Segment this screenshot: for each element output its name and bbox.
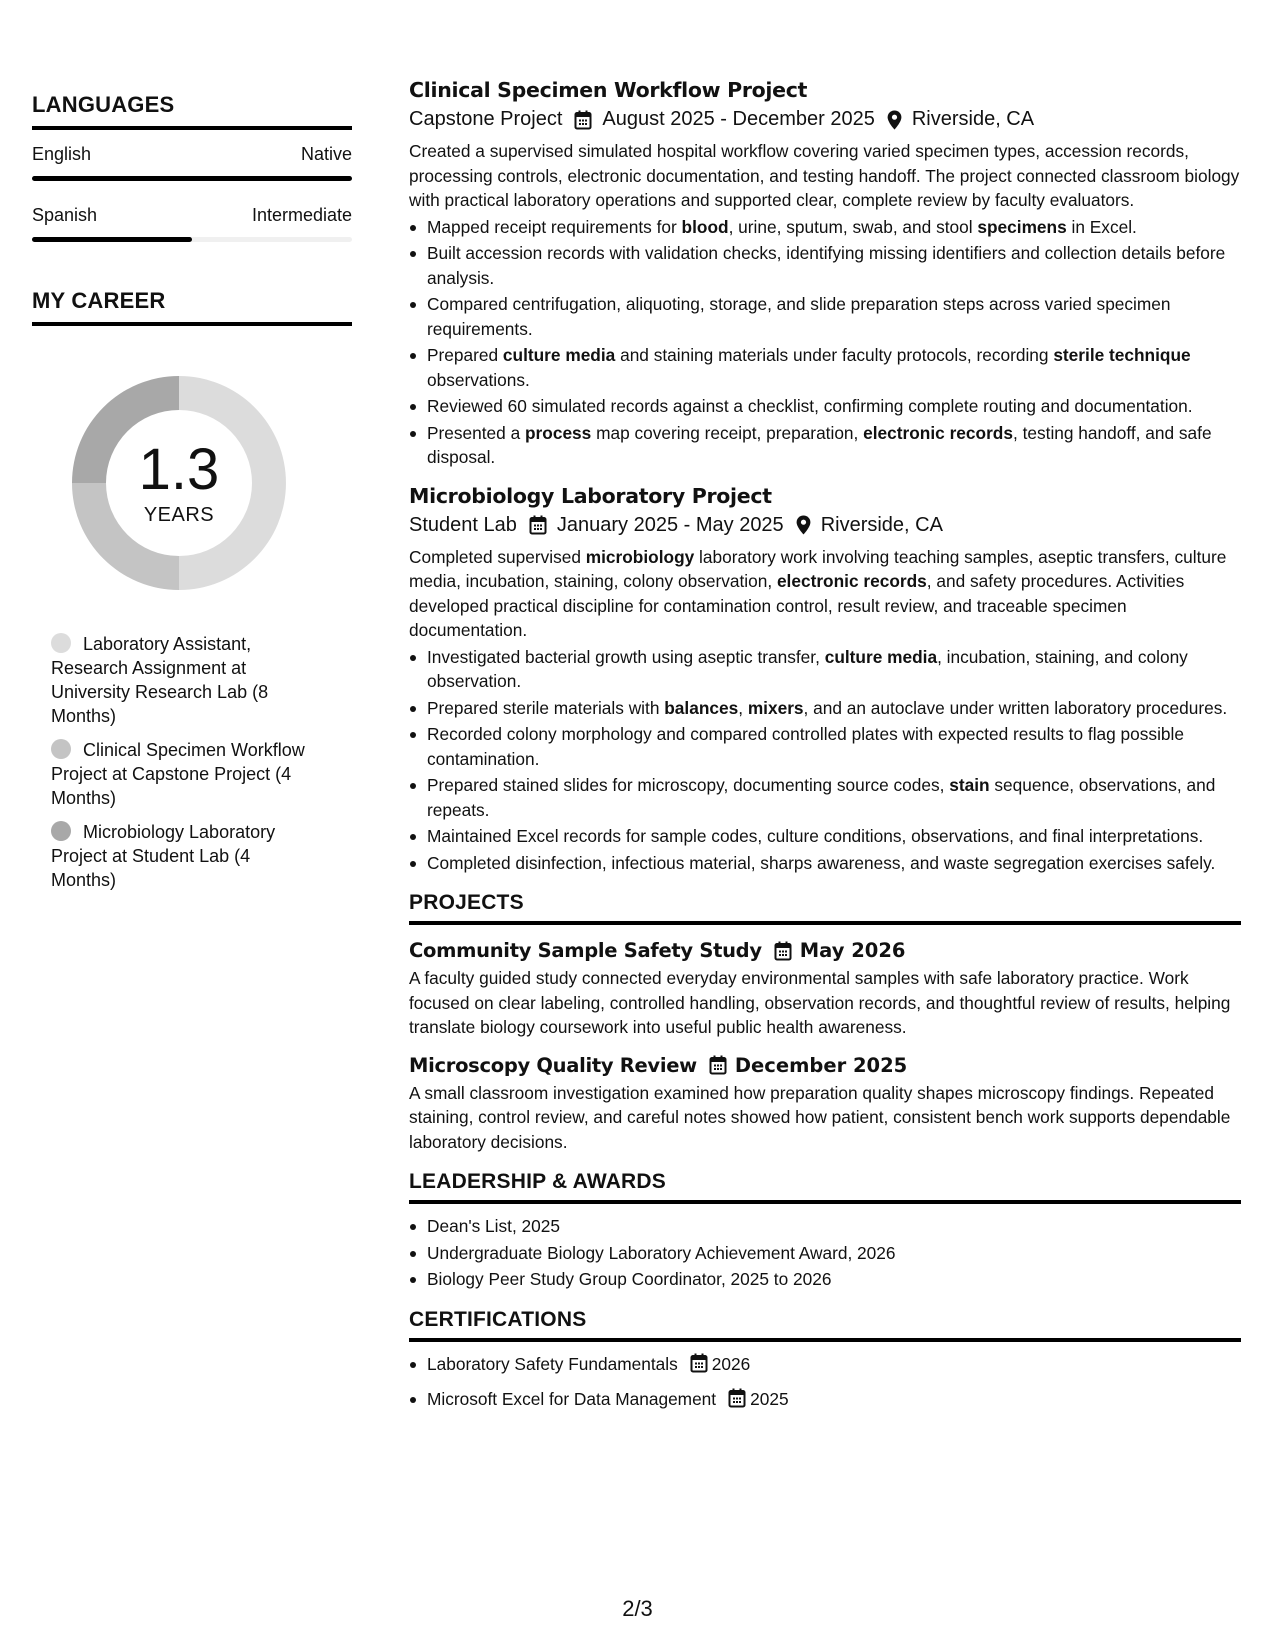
projects-section xyxy=(409,891,1241,1154)
emphasis-text: culture media xyxy=(824,646,938,667)
bullet-item: Built accession records with validation checks, identifying missing identifiers and collection details before analysis. xyxy=(409,241,1241,290)
bullet-item: Presented a process map covering receipt, preparation, electronic records, testing handoff, and safe disposal. xyxy=(409,421,1241,470)
calendar-icon xyxy=(728,1392,746,1412)
career-total-unit: YEARS xyxy=(143,503,215,526)
project-title: Community Sample Safety Study xyxy=(409,939,762,962)
calendar-icon xyxy=(690,1357,708,1377)
legend-swatch xyxy=(51,821,71,841)
bullet-item: Maintained Excel records for sample codes, culture conditions, observations, and final interpretations. xyxy=(409,824,1241,849)
career-donut-chart xyxy=(66,370,292,596)
legend-label: Laboratory Assistant, Research Assignment at University Research Lab (8 Months) xyxy=(51,634,269,726)
certifications-heading: CERTIFICATIONS xyxy=(409,1308,1241,1342)
award-item: Dean's List, 2025 xyxy=(409,1214,1241,1239)
emphasis-text: process xyxy=(525,422,592,443)
entry-bullets xyxy=(409,645,1241,876)
project-entry xyxy=(409,939,1241,1040)
calendar-icon xyxy=(574,110,592,130)
calendar-icon xyxy=(709,1055,727,1075)
language-level: Intermediate xyxy=(251,205,352,225)
bullet-item: Recorded colony morphology and compared controlled plates with expected results to flag possible contamination. xyxy=(409,722,1241,771)
experience-entry xyxy=(409,484,1241,876)
project-description: A small classroom investigation examined how preparation quality shapes microscopy findings. Repeated staining, control review, and careful notes showed how patient, consistent bench work supports dependable laboratory decisions. xyxy=(409,1082,1231,1152)
main-content xyxy=(409,78,1241,1423)
language-item xyxy=(32,144,352,181)
legend-label: Clinical Specimen Workflow Project at Capstone Project (4 Months) xyxy=(51,740,305,808)
language-level-fill xyxy=(32,237,192,242)
entry-dates: January 2025 - May 2025 xyxy=(556,513,784,536)
language-name: English xyxy=(32,144,92,164)
emphasis-text: electronic records xyxy=(863,422,1013,443)
certification-year: 2026 xyxy=(711,1353,751,1374)
legend-swatch xyxy=(51,633,71,653)
project-description: A faculty guided study connected everyday environmental samples with safe laboratory practice. Work focused on clear labeling, controlled handling, observation records, and thoughtful review of results, helping translate biology coursework into useful public health awareness. xyxy=(409,968,1231,1037)
bullet-item: Reviewed 60 simulated records against a checklist, confirming complete routing and documentation. xyxy=(409,394,1241,419)
entry-meta xyxy=(409,514,1241,537)
bullet-item: Investigated bacterial growth using aseptic transfer, culture media, incubation, staining, and colony observation. xyxy=(409,645,1241,694)
bullet-item: Compared centrifugation, aliquoting, storage, and slide preparation steps across varied specimen requirements. xyxy=(409,292,1241,341)
language-name: Spanish xyxy=(32,205,98,225)
location-pin-icon xyxy=(796,515,811,535)
certifications-section xyxy=(409,1308,1241,1415)
legend-item xyxy=(51,738,312,810)
career-legend xyxy=(32,632,312,892)
sidebar xyxy=(32,92,352,902)
emphasis-text: stain xyxy=(949,775,990,795)
career-section xyxy=(32,288,352,892)
location-pin-icon xyxy=(887,110,902,130)
languages-section xyxy=(32,92,352,242)
language-item xyxy=(32,205,352,242)
entry-description: Created a supervised simulated hospital workflow covering varied specimen types, accession records, processing controls, electronic documentation, and testing handoff. The project connected classroom biology with practical laboratory operations and supported clear, complete review by faculty evaluators. xyxy=(409,141,1240,210)
entry-dates: August 2025 - December 2025 xyxy=(602,108,875,130)
experience-entry xyxy=(409,78,1241,470)
award-item: Biology Peer Study Group Coordinator, 2025 to 2026 xyxy=(409,1267,1241,1292)
emphasis-text: microbiology xyxy=(585,546,695,567)
certifications-list xyxy=(409,1352,1241,1415)
bullet-item: Prepared sterile materials with balances, mixers, and an autoclave under written laboratory procedures. xyxy=(409,696,1241,721)
certification-name: Laboratory Safety Fundamentals xyxy=(427,1353,678,1374)
career-heading: MY CAREER xyxy=(32,288,352,326)
certification-item xyxy=(409,1387,1241,1415)
certification-year: 2025 xyxy=(750,1389,789,1409)
emphasis-text: culture media xyxy=(502,345,616,365)
awards-section xyxy=(409,1170,1241,1292)
entry-meta xyxy=(409,108,1241,131)
calendar-icon xyxy=(774,941,792,961)
certification-item xyxy=(409,1352,1241,1380)
emphasis-text: electronic records xyxy=(776,571,927,591)
project-title: Microscopy Quality Review xyxy=(409,1053,697,1077)
languages-heading: LANGUAGES xyxy=(32,92,352,130)
legend-item xyxy=(51,820,312,892)
projects-heading: PROJECTS xyxy=(409,891,1241,925)
legend-swatch xyxy=(51,739,71,759)
project-header xyxy=(409,1054,1241,1077)
calendar-icon xyxy=(529,515,547,535)
entry-location: Riverside, CA xyxy=(911,108,1035,130)
awards-list xyxy=(409,1214,1241,1292)
entry-title: Microbiology Laboratory Project xyxy=(409,483,772,508)
awards-heading: LEADERSHIP & AWARDS xyxy=(409,1170,1241,1204)
language-level-bar xyxy=(32,237,352,242)
experience-list xyxy=(409,78,1241,875)
language-list xyxy=(32,144,352,242)
entry-location: Riverside, CA xyxy=(820,513,943,536)
language-level-bar xyxy=(32,176,352,181)
project-entry xyxy=(409,1054,1241,1155)
entry-bullets xyxy=(409,215,1241,470)
bullet-item: Completed disinfection, infectious material, sharps awareness, and waste segregation exercises safely. xyxy=(409,851,1241,876)
career-total-value: 1.3 xyxy=(138,436,220,502)
legend-label: Microbiology Laboratory Project at Student Lab (4 Months) xyxy=(51,822,276,890)
project-date: May 2026 xyxy=(799,939,906,962)
entry-title: Clinical Specimen Workflow Project xyxy=(409,78,808,102)
certification-name: Microsoft Excel for Data Management xyxy=(427,1389,717,1409)
legend-item xyxy=(51,632,312,728)
emphasis-text: mixers xyxy=(747,697,804,718)
entry-organization: Capstone Project xyxy=(409,108,563,130)
emphasis-text: balances xyxy=(664,697,739,718)
bullet-item: Prepared culture media and staining materials under faculty protocols, recording sterile technique observations. xyxy=(409,343,1241,392)
entry-description: Completed supervised microbiology laboratory work involving teaching samples, aseptic transfers, culture media, incubation, staining, colony observation, electronic records, and safety procedures. Activities developed practical discipline for contamination control, result review, and traceable specimen documentation. xyxy=(409,546,1227,640)
emphasis-text: sterile technique xyxy=(1053,345,1191,365)
career-total xyxy=(66,370,292,596)
project-date: December 2025 xyxy=(734,1053,908,1077)
page-number: 2/3 xyxy=(622,1596,653,1621)
projects-list xyxy=(409,939,1241,1154)
bullet-item: Mapped receipt requirements for blood, urine, sputum, swab, and stool specimens in Excel. xyxy=(409,215,1241,240)
language-level: Native xyxy=(300,144,352,164)
bullet-item: Prepared stained slides for microscopy, documenting source codes, stain sequence, observations, and repeats. xyxy=(409,773,1241,822)
emphasis-text: specimens xyxy=(977,216,1067,237)
entry-organization: Student Lab xyxy=(409,513,517,536)
language-level-fill xyxy=(32,176,352,181)
award-item: Undergraduate Biology Laboratory Achievement Award, 2026 xyxy=(409,1241,1241,1266)
project-header xyxy=(409,939,1241,962)
emphasis-text: blood xyxy=(681,216,729,237)
